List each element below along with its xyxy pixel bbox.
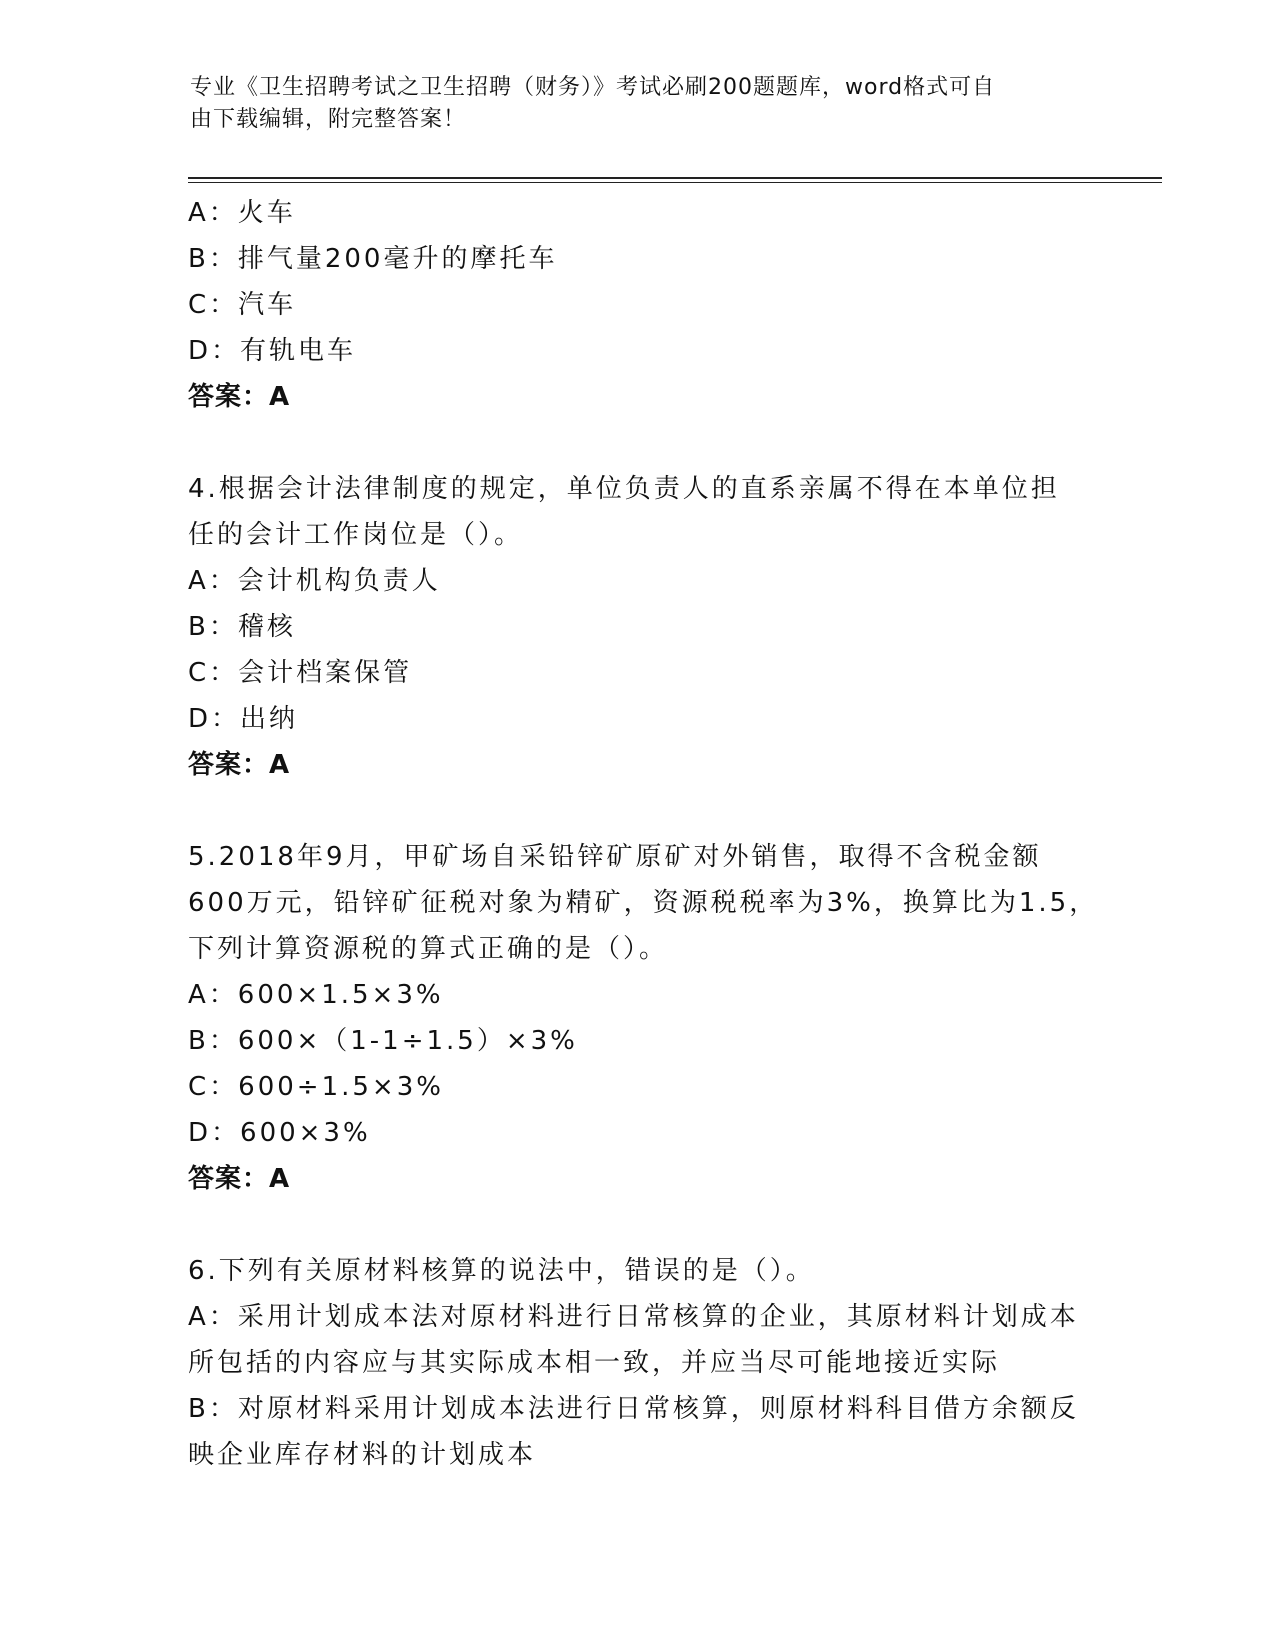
q5-option-c: C：600÷1.5×3%: [188, 1072, 444, 1102]
q5-stem-line-2: 600万元，铅锌矿征税对象为精矿，资源税税率为3%，换算比为1.5，: [188, 888, 1099, 918]
q4-stem-line-2: 任的会计工作岗位是（）。: [188, 520, 524, 550]
q5-option-a: A：600×1.5×3%: [188, 980, 444, 1010]
q5-stem-line-1: 5.2018年9月，甲矿场自采铅锌矿原矿对外销售，取得不含税金额: [188, 842, 1042, 872]
q5-option-d: D：600×3%: [188, 1118, 371, 1148]
q6-option-a-line-1: A：采用计划成本法对原材料进行日常核算的企业，其原材料计划成本: [188, 1302, 1079, 1332]
q5-stem-line-3: 下列计算资源税的算式正确的是（）。: [188, 934, 669, 964]
q3-option-b: B：排气量200毫升的摩托车: [188, 244, 558, 274]
q3-option-a: A：火车: [188, 198, 296, 228]
question-3-block: [188, 190, 1088, 420]
header-rule-thin: [188, 182, 1162, 183]
q4-option-c: C：会计档案保管: [188, 658, 413, 688]
spacer: [188, 788, 1088, 834]
question-list: [188, 190, 1099, 1478]
q5-answer: 答案：A: [188, 1164, 291, 1194]
q5-option-b: B：600×（1-1÷1.5）×3%: [188, 1026, 578, 1056]
question-4-block: [188, 466, 1088, 788]
q3-option-d: D：有轨电车: [188, 336, 357, 366]
q4-answer: 答案：A: [188, 750, 291, 780]
spacer: [188, 1202, 1088, 1248]
question-6-block: [188, 1248, 1088, 1478]
q6-stem-line-1: 6.下列有关原材料核算的说法中，错误的是（）。: [188, 1256, 815, 1286]
q6-option-a-line-2: 所包括的内容应与其实际成本相一致，并应当尽可能地接近实际: [188, 1348, 1001, 1378]
q4-option-a: A：会计机构负责人: [188, 566, 441, 596]
q3-option-c: C：汽车: [188, 290, 297, 320]
header-line-2: 由下载编辑，附完整答案！: [190, 107, 467, 132]
header-line-1: 专业《卫生招聘考试之卫生招聘（财务）》考试必刷200题题库，word格式可自: [190, 75, 996, 100]
q6-option-b-line-1: B：对原材料采用计划成本法进行日常核算，则原材料科目借方余额反: [188, 1394, 1079, 1424]
document-header: [190, 72, 1090, 136]
q4-option-d: D：出纳: [188, 704, 299, 734]
question-5-block: [188, 834, 1099, 1202]
spacer: [188, 420, 1088, 466]
q4-option-b: B：稽核: [188, 612, 296, 642]
q4-stem-line-1: 4.根据会计法律制度的规定，单位负责人的直系亲属不得在本单位担: [188, 474, 1060, 504]
header-rule-thick: [188, 177, 1162, 179]
q3-answer: 答案：A: [188, 382, 291, 412]
q6-option-b-line-2: 映企业库存材料的计划成本: [188, 1440, 537, 1470]
